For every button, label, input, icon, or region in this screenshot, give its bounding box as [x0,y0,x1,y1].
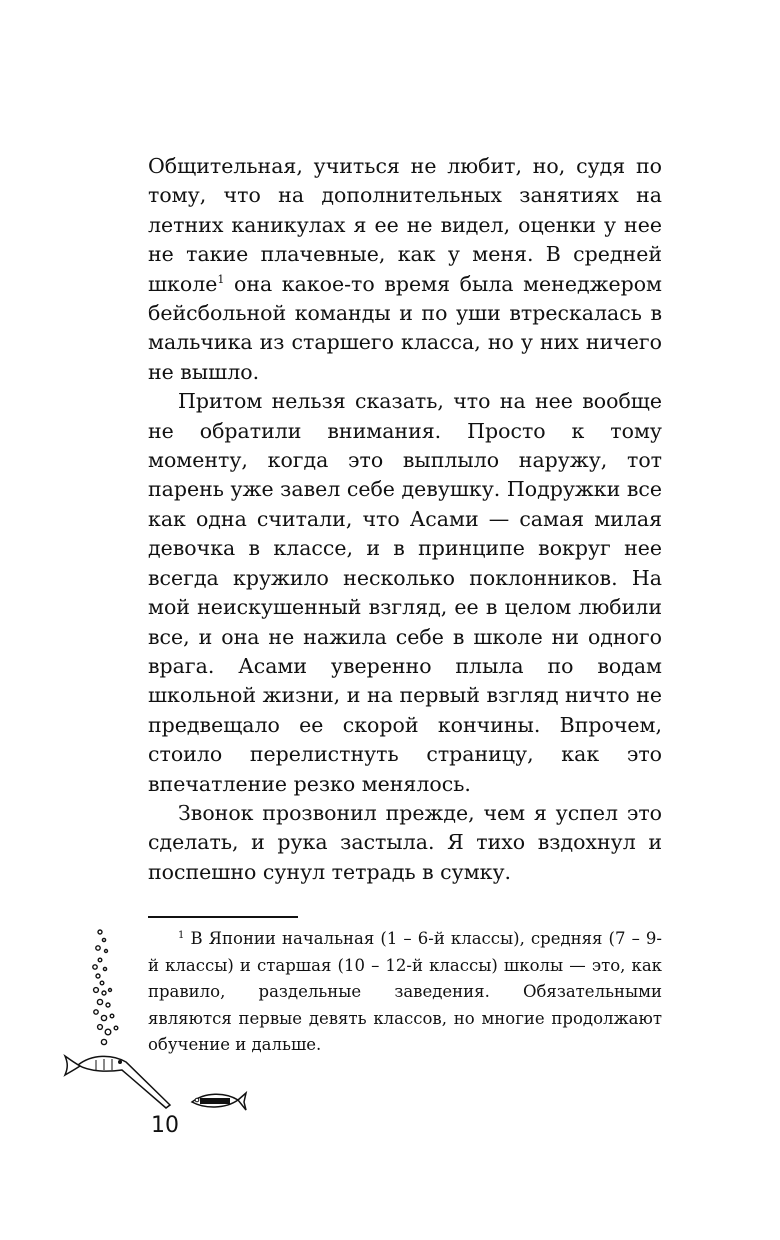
page-number: 10 [151,1113,179,1138]
main-text [148,152,662,887]
footnote-text: В Японии начальная (1 – 6-й классы), средняя (7 – 9-й классы) и старшая (10 – 12-й классы) школы — это, как правило, раздельные заведения. Обязательными являются первые девять классов, но многие продолжают обучение и дальше. [148,929,662,1054]
paragraph-2: Притом нельзя сказать, что на нее вообще не обратили внимания. Просто к тому моменту, когда это выплыло наружу, тот парень уже завел себе девушку. Подружки все как одна считали, что Асами — самая милая девочка в классе, и в принципе вокруг нее всегда кружило несколько поклонников. На мой неискушенный взгляд, ее в целом любили все, и она не нажила себе в школе ни одного врага. Асами уверенно плыла по водам школьной жизни, и на первый взгляд ничто не предвещало ее скорой кончины. Впрочем, стоило перелистнуть страницу, как это впечатление резко менялось. [148,389,662,796]
paragraph-3: Звонок прозвонил прежде, чем я успел это сделать, и рука застыла. Я тихо вздохнул и поспешно сунул тетрадь в сумку. [148,800,662,884]
bubbles [93,930,118,1045]
paragraph-1-text-b: она какое-то время была менеджером бейсбольной команды и по уши втрескалась в мальчика из старшего класса, но у них ничего не вышло. [148,271,662,384]
paragraph-1 [148,152,662,387]
paragraph-1-text-a: Общительная, учиться не любит, но, судя по тому, что на дополнительных занятиях на летних каникулах я ее не видел, оценки у нее не такие плачевные, как у меня. В средней школе [148,154,662,296]
fish-bubbles-illustration-icon [60,920,260,1120]
fish-small [192,1093,246,1110]
footnote-ref[interactable]: 1 [217,272,225,286]
footnote-marker: 1 [178,930,185,941]
fish-large [65,1056,170,1108]
footnote-divider [148,916,298,918]
